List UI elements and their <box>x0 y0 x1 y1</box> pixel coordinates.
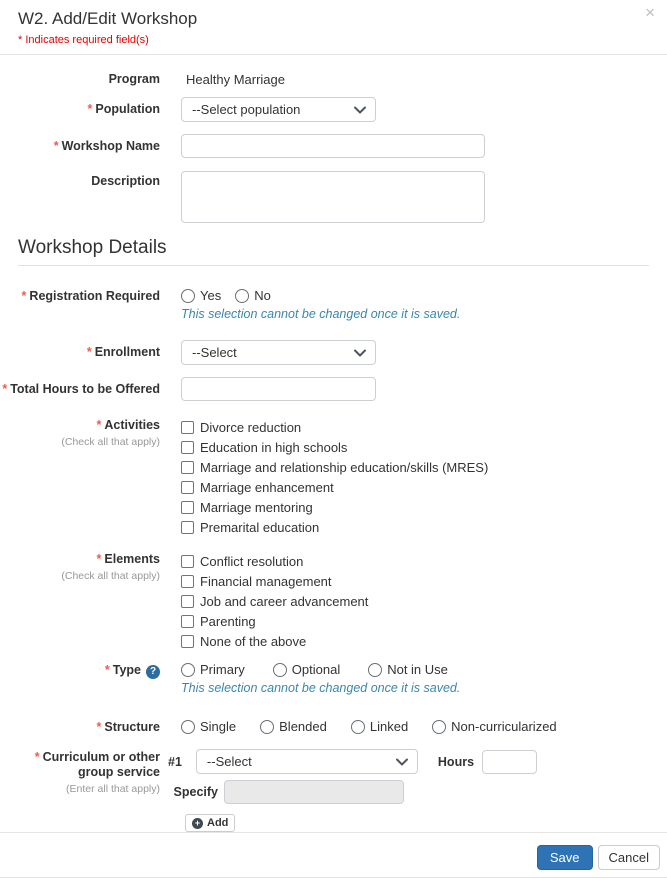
required-asterisk: * <box>21 289 27 303</box>
chevron-down-icon <box>354 106 366 114</box>
registration-no-radio[interactable] <box>235 289 249 303</box>
element-option[interactable]: Job and career advancement <box>181 594 368 609</box>
type-note: This selection cannot be changed once it is saved. <box>181 681 461 695</box>
enrollment-label: * Enrollment <box>86 345 160 359</box>
type-option-optional[interactable]: Optional <box>273 662 340 677</box>
structure-option-single[interactable]: Single <box>181 719 236 734</box>
program-label: Program <box>108 72 160 86</box>
modal-body <box>0 55 667 832</box>
activities-row <box>18 417 649 537</box>
structure-single-radio[interactable] <box>181 720 195 734</box>
registration-option-no[interactable]: No <box>235 288 271 303</box>
description-textarea[interactable] <box>181 171 485 223</box>
required-asterisk: * <box>96 552 102 566</box>
modal-footer <box>0 832 667 878</box>
activities-hint: (Check all that apply) <box>61 436 160 448</box>
chevron-down-icon <box>396 758 408 766</box>
registration-yes-radio[interactable] <box>181 289 195 303</box>
activity-checkbox[interactable] <box>181 481 194 494</box>
activity-checkbox[interactable] <box>181 501 194 514</box>
element-option[interactable]: Conflict resolution <box>181 554 303 569</box>
total-hours-row <box>2 377 649 401</box>
population-label: * Population <box>87 102 160 116</box>
workshop-name-row <box>18 134 649 158</box>
structure-blended-radio[interactable] <box>260 720 274 734</box>
type-option-primary[interactable]: Primary <box>181 662 245 677</box>
required-fields-legend: * Indicates required field(s) <box>18 34 149 46</box>
workshop-name-input[interactable] <box>181 134 485 158</box>
curriculum-selected-value: --Select <box>206 754 252 769</box>
registration-note: This selection cannot be changed once it is saved. <box>181 307 461 321</box>
total-hours-label: * Total Hours to be Offered <box>2 382 160 396</box>
specify-label: Specify <box>173 785 218 799</box>
curriculum-row <box>18 749 649 832</box>
required-asterisk: * <box>34 750 40 764</box>
hours-label: Hours <box>437 754 475 769</box>
required-asterisk: * <box>96 720 102 734</box>
population-selected-value: --Select population <box>192 102 301 117</box>
required-asterisk: * <box>2 382 8 396</box>
activity-option[interactable]: Marriage and relationship education/skills (MRES) <box>181 460 488 475</box>
specify-input <box>224 780 404 804</box>
chevron-down-icon <box>354 349 366 357</box>
type-optional-radio[interactable] <box>273 663 287 677</box>
structure-option-linked[interactable]: Linked <box>351 719 408 734</box>
elements-label: * Elements <box>96 552 160 566</box>
element-checkbox[interactable] <box>181 575 194 588</box>
type-primary-radio[interactable] <box>181 663 195 677</box>
structure-row <box>18 719 649 735</box>
plus-circle-icon: + <box>192 818 203 829</box>
element-checkbox[interactable] <box>181 595 194 608</box>
type-row <box>18 662 649 696</box>
activity-option[interactable]: Marriage mentoring <box>181 500 313 515</box>
add-button-label: Add <box>207 817 229 829</box>
curriculum-select[interactable] <box>196 749 418 774</box>
type-label: * Type ? <box>105 663 160 679</box>
required-asterisk: * <box>86 345 92 359</box>
element-option[interactable]: None of the above <box>181 634 306 649</box>
type-option-not-in-use[interactable]: Not in Use <box>368 662 448 677</box>
curriculum-label: * Curriculum or other group service <box>34 750 160 779</box>
required-asterisk: * <box>53 139 59 153</box>
workshop-name-label: * Workshop Name <box>53 139 160 153</box>
curriculum-hint: (Enter all that apply) <box>66 783 160 795</box>
help-icon[interactable]: ? <box>146 665 160 679</box>
activity-checkbox[interactable] <box>181 421 194 434</box>
element-checkbox[interactable] <box>181 555 194 568</box>
structure-label: * Structure <box>96 720 160 734</box>
total-hours-input[interactable] <box>181 377 376 401</box>
population-select[interactable] <box>181 97 376 122</box>
cancel-button[interactable]: Cancel <box>598 845 660 870</box>
save-button[interactable]: Save <box>537 845 593 870</box>
required-asterisk: * <box>96 418 102 432</box>
activity-option[interactable]: Marriage enhancement <box>181 480 334 495</box>
enrollment-select[interactable] <box>181 340 376 365</box>
activity-option[interactable]: Divorce reduction <box>181 420 301 435</box>
element-option[interactable]: Parenting <box>181 614 256 629</box>
registration-required-label: * Registration Required <box>21 289 160 303</box>
description-label: Description <box>91 174 160 188</box>
required-asterisk: * <box>87 102 93 116</box>
structure-non-curricularized-radio[interactable] <box>432 720 446 734</box>
activity-option[interactable]: Education in high schools <box>181 440 347 455</box>
structure-option-blended[interactable]: Blended <box>260 719 327 734</box>
population-row <box>18 97 649 122</box>
activities-label: * Activities <box>96 418 160 432</box>
program-row <box>18 72 649 87</box>
elements-hint: (Check all that apply) <box>61 570 160 582</box>
enrollment-selected-value: --Select <box>192 345 237 360</box>
workshop-details-heading: Workshop Details <box>18 236 649 266</box>
registration-required-row <box>18 288 649 322</box>
modal-title: W2. Add/Edit Workshop <box>18 9 198 28</box>
modal-header <box>0 0 667 55</box>
activity-checkbox[interactable] <box>181 521 194 534</box>
curriculum-row-number: #1 <box>168 754 182 769</box>
type-not-in-use-radio[interactable] <box>368 663 382 677</box>
close-icon[interactable]: × <box>645 3 655 22</box>
structure-option-non-curricularized[interactable]: Non-curricularized <box>432 719 556 734</box>
required-asterisk: * <box>104 663 110 677</box>
enrollment-row <box>18 340 649 365</box>
element-checkbox[interactable] <box>181 615 194 628</box>
activity-checkbox[interactable] <box>181 461 194 474</box>
structure-linked-radio[interactable] <box>351 720 365 734</box>
program-value: Healthy Marriage <box>186 72 285 87</box>
description-row <box>18 171 649 226</box>
element-option[interactable]: Financial management <box>181 574 332 589</box>
activity-option[interactable]: Premarital education <box>181 520 319 535</box>
element-checkbox[interactable] <box>181 635 194 648</box>
registration-option-yes[interactable]: Yes <box>181 288 221 303</box>
hours-input[interactable] <box>482 750 537 774</box>
activity-checkbox[interactable] <box>181 441 194 454</box>
elements-row <box>18 551 649 651</box>
add-curriculum-button[interactable] <box>185 814 235 832</box>
